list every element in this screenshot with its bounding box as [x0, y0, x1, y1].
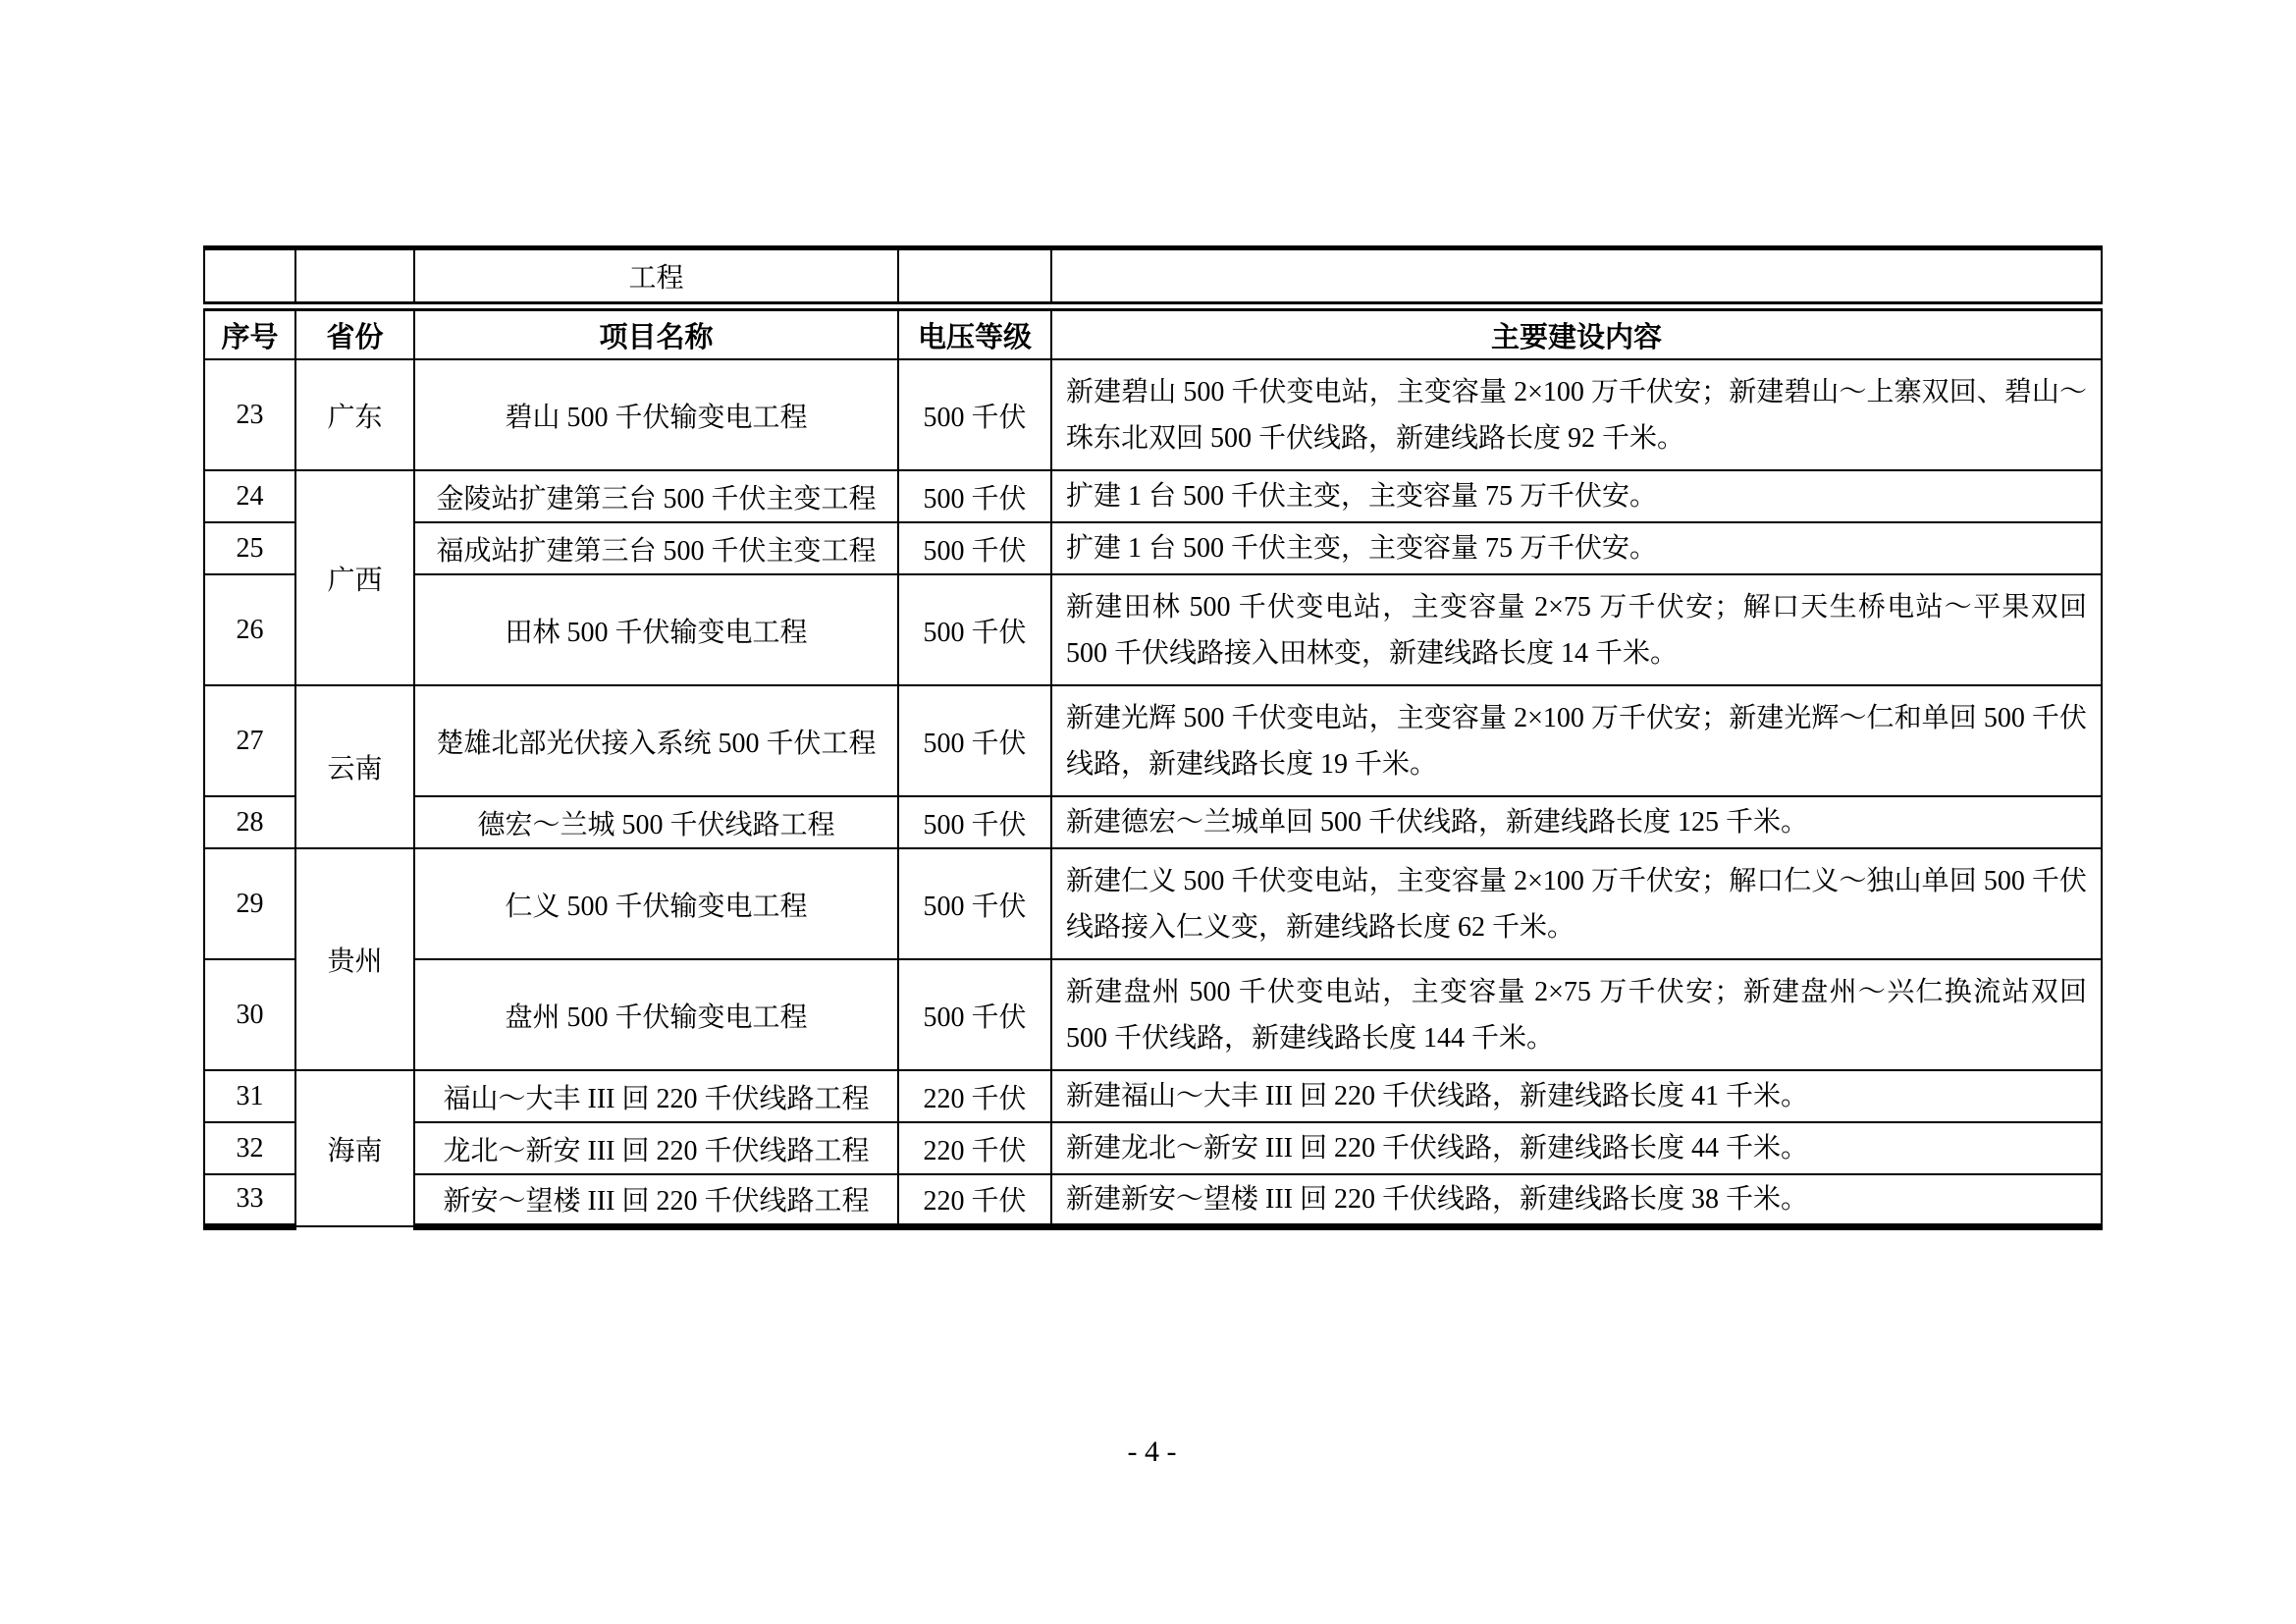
column-header-seq: 序号	[204, 306, 295, 359]
cell-voltage: 500 千伏	[898, 959, 1051, 1070]
column-header-province: 省份	[295, 306, 414, 359]
cell-project-name: 德宏～兰城 500 千伏线路工程	[414, 796, 898, 848]
projects-table	[203, 245, 2103, 1230]
continuation-cell-content	[1051, 248, 2102, 307]
continuation-row	[204, 248, 2102, 307]
cell-voltage: 500 千伏	[898, 522, 1051, 574]
cell-project-name: 楚雄北部光伏接入系统 500 千伏工程	[414, 685, 898, 796]
cell-project-name: 新安～望楼 III 回 220 千伏线路工程	[414, 1174, 898, 1226]
cell-seq: 32	[204, 1122, 295, 1174]
cell-province: 贵州	[295, 848, 414, 1070]
cell-seq: 23	[204, 359, 295, 470]
table-row	[204, 1122, 2102, 1174]
cell-seq: 28	[204, 796, 295, 848]
cell-seq: 26	[204, 574, 295, 685]
cell-voltage: 500 千伏	[898, 796, 1051, 848]
cell-content: 新建田林 500 千伏变电站，主变容量 2×75 万千伏安；解口天生桥电站～平果双回 500 千伏线路接入田林变，新建线路长度 14 千米。	[1051, 574, 2102, 685]
table-row	[204, 1070, 2102, 1122]
cell-province: 广西	[295, 470, 414, 685]
cell-seq: 30	[204, 959, 295, 1070]
cell-voltage: 500 千伏	[898, 685, 1051, 796]
table-row	[204, 848, 2102, 959]
cell-content: 新建新安～望楼 III 回 220 千伏线路，新建线路长度 38 千米。	[1051, 1174, 2102, 1226]
cell-voltage: 500 千伏	[898, 848, 1051, 959]
cell-seq: 24	[204, 470, 295, 522]
cell-project-name: 福成站扩建第三台 500 千伏主变工程	[414, 522, 898, 574]
column-header-content: 主要建设内容	[1051, 306, 2102, 359]
continuation-cell-voltage	[898, 248, 1051, 307]
cell-content: 扩建 1 台 500 千伏主变，主变容量 75 万千伏安。	[1051, 470, 2102, 522]
cell-voltage: 220 千伏	[898, 1070, 1051, 1122]
continuation-cell-province	[295, 248, 414, 307]
column-header-voltage: 电压等级	[898, 306, 1051, 359]
cell-project-name: 碧山 500 千伏输变电工程	[414, 359, 898, 470]
cell-province: 广东	[295, 359, 414, 470]
cell-content: 新建碧山 500 千伏变电站，主变容量 2×100 万千伏安；新建碧山～上寨双回、碧山～珠东北双回 500 千伏线路，新建线路长度 92 千米。	[1051, 359, 2102, 470]
header-row	[204, 306, 2102, 359]
table-row	[204, 685, 2102, 796]
cell-seq: 33	[204, 1174, 295, 1226]
cell-voltage: 500 千伏	[898, 574, 1051, 685]
cell-project-name: 龙北～新安 III 回 220 千伏线路工程	[414, 1122, 898, 1174]
cell-content: 新建盘州 500 千伏变电站，主变容量 2×75 万千伏安；新建盘州～兴仁换流站双回 500 千伏线路，新建线路长度 144 千米。	[1051, 959, 2102, 1070]
page-number: - 4 -	[1127, 1435, 1177, 1468]
cell-project-name: 福山～大丰 III 回 220 千伏线路工程	[414, 1070, 898, 1122]
table-row	[204, 470, 2102, 522]
cell-voltage: 220 千伏	[898, 1122, 1051, 1174]
table-row	[204, 796, 2102, 848]
cell-content: 新建光辉 500 千伏变电站，主变容量 2×100 万千伏安；新建光辉～仁和单回 500 千伏线路，新建线路长度 19 千米。	[1051, 685, 2102, 796]
cell-voltage: 500 千伏	[898, 470, 1051, 522]
cell-project-name: 田林 500 千伏输变电工程	[414, 574, 898, 685]
table-row	[204, 959, 2102, 1070]
continuation-cell-seq	[204, 248, 295, 307]
column-header-project-name: 项目名称	[414, 306, 898, 359]
cell-seq: 25	[204, 522, 295, 574]
cell-province: 云南	[295, 685, 414, 848]
cell-content: 新建德宏～兰城单回 500 千伏线路，新建线路长度 125 千米。	[1051, 796, 2102, 848]
continuation-label: 工程	[414, 248, 898, 307]
cell-content: 新建福山～大丰 III 回 220 千伏线路，新建线路长度 41 千米。	[1051, 1070, 2102, 1122]
cell-seq: 31	[204, 1070, 295, 1122]
table-row	[204, 359, 2102, 470]
cell-content: 新建仁义 500 千伏变电站，主变容量 2×100 万千伏安；解口仁义～独山单回 500 千伏线路接入仁义变，新建线路长度 62 千米。	[1051, 848, 2102, 959]
cell-project-name: 金陵站扩建第三台 500 千伏主变工程	[414, 470, 898, 522]
cell-voltage: 220 千伏	[898, 1174, 1051, 1226]
cell-seq: 29	[204, 848, 295, 959]
cell-content: 新建龙北～新安 III 回 220 千伏线路，新建线路长度 44 千米。	[1051, 1122, 2102, 1174]
cell-project-name: 盘州 500 千伏输变电工程	[414, 959, 898, 1070]
cell-province: 海南	[295, 1070, 414, 1226]
table-row	[204, 1174, 2102, 1226]
table-row	[204, 522, 2102, 574]
cell-project-name: 仁义 500 千伏输变电工程	[414, 848, 898, 959]
cell-voltage: 500 千伏	[898, 359, 1051, 470]
cell-seq: 27	[204, 685, 295, 796]
cell-content: 扩建 1 台 500 千伏主变，主变容量 75 万千伏安。	[1051, 522, 2102, 574]
table-row	[204, 574, 2102, 685]
